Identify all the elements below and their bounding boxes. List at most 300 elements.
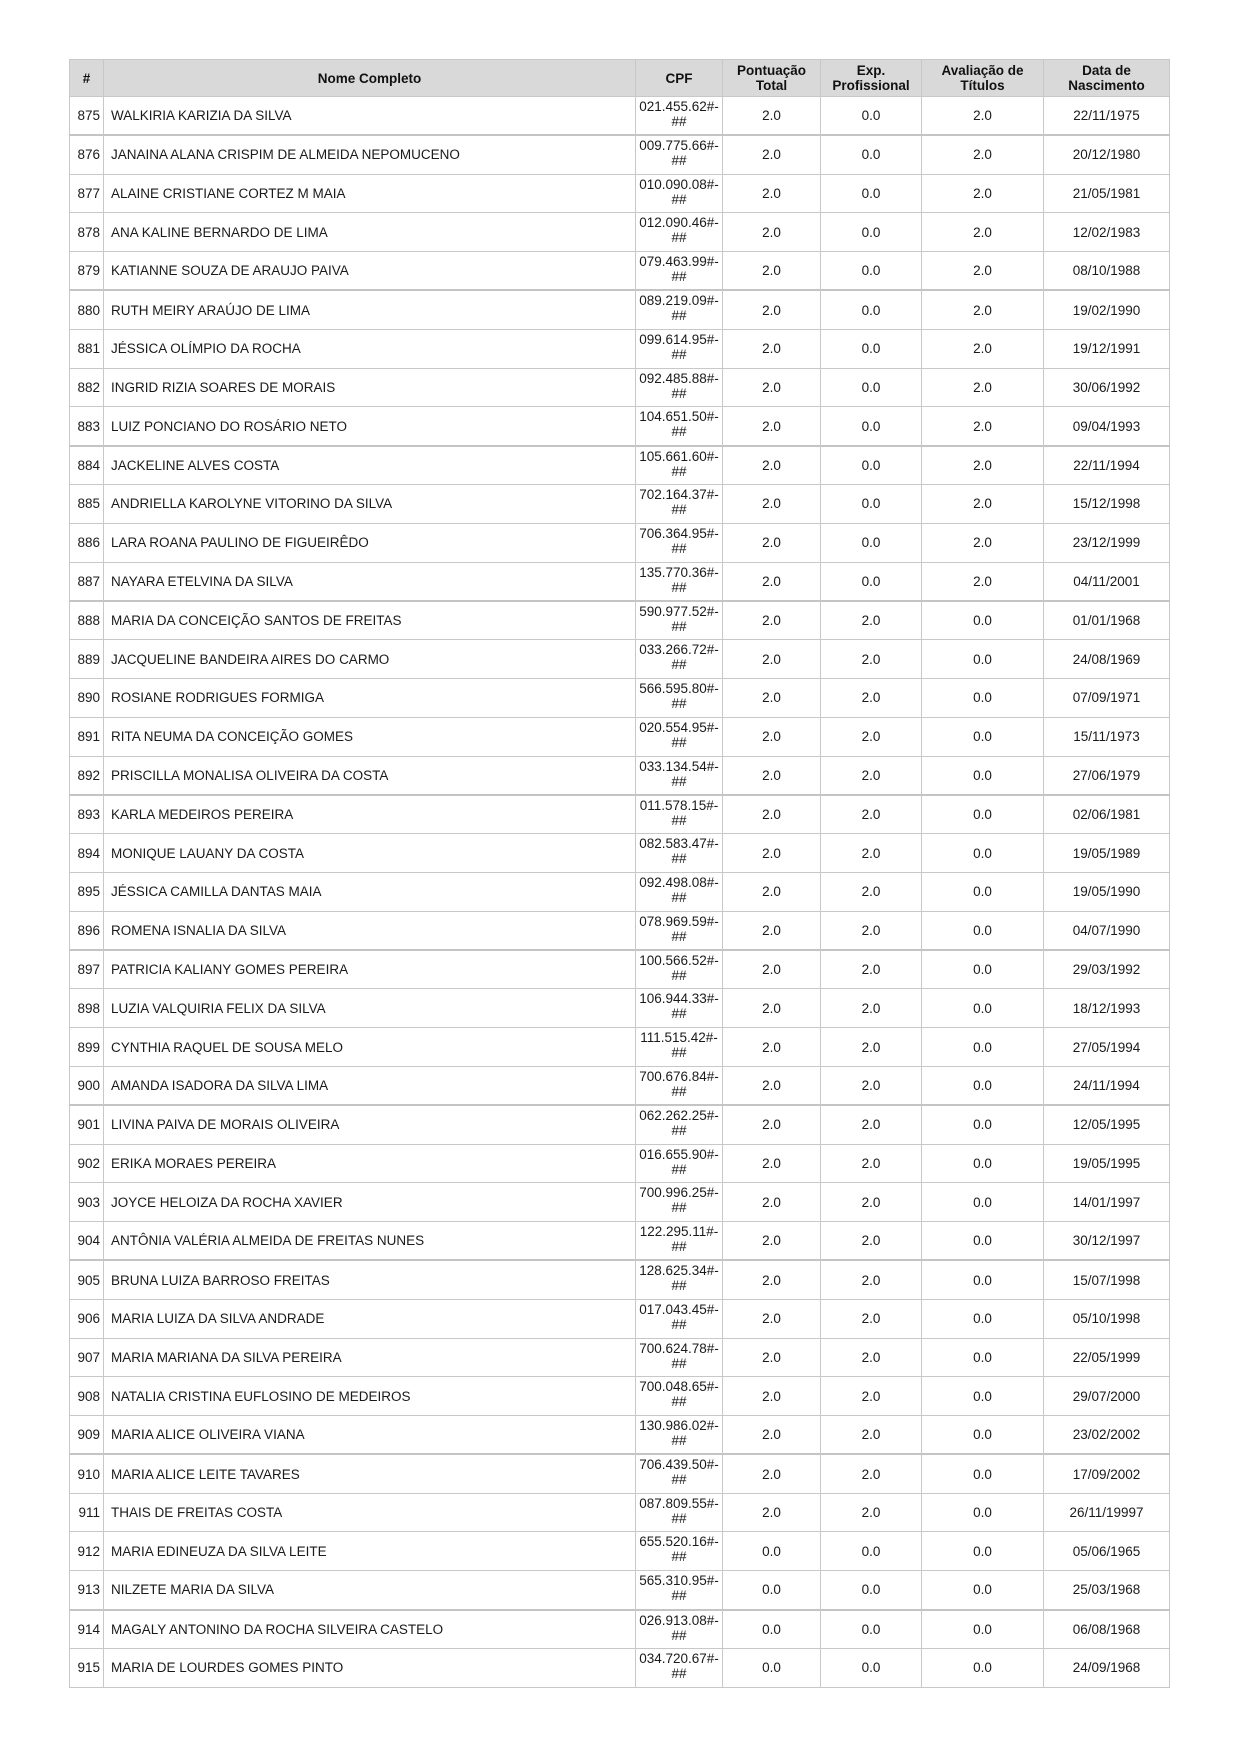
experience-score: 2.0	[821, 1299, 922, 1338]
results-table	[69, 59, 1170, 1688]
table-row	[70, 717, 1170, 756]
candidate-name: JANAINA ALANA CRISPIM DE ALMEIDA NEPOMUCENO	[104, 135, 636, 174]
experience-score: 2.0	[821, 834, 922, 873]
cpf-value: 700.676.84#-	[639, 1068, 719, 1084]
titles-score: 0.0	[922, 1532, 1044, 1571]
titles-score: 2.0	[922, 446, 1044, 485]
titles-score: 2.0	[922, 213, 1044, 252]
experience-score: 0.0	[821, 135, 922, 174]
cpf-value: 128.625.34#-	[639, 1263, 719, 1279]
birth-date: 15/07/1998	[1044, 1260, 1170, 1299]
table-row	[70, 1028, 1170, 1067]
birth-date: 15/12/1998	[1044, 484, 1170, 523]
experience-score: 2.0	[821, 989, 922, 1028]
candidate-name: ERIKA MORAES PEREIRA	[104, 1144, 636, 1183]
titles-score: 0.0	[922, 834, 1044, 873]
cpf-mask: ##	[671, 230, 687, 246]
cpf-value: 566.595.80#-	[639, 680, 719, 696]
candidate-name: KATIANNE SOUZA DE ARAUJO PAIVA	[104, 252, 636, 291]
experience-score: 0.0	[821, 1648, 922, 1687]
total-score: 2.0	[723, 1183, 821, 1222]
total-score: 2.0	[723, 1493, 821, 1532]
cpf-mask: ##	[671, 1316, 687, 1332]
cpf-mask: ##	[671, 1006, 687, 1022]
header-total-score-line1: Pontuação	[736, 63, 806, 78]
total-score: 2.0	[723, 1105, 821, 1144]
experience-score: 2.0	[821, 1493, 922, 1532]
experience-score: 2.0	[821, 1260, 922, 1299]
row-number: 911	[70, 1493, 104, 1532]
row-number: 905	[70, 1260, 104, 1299]
experience-score: 0.0	[821, 484, 922, 523]
experience-score: 0.0	[821, 97, 922, 136]
total-score: 2.0	[723, 1144, 821, 1183]
experience-score: 2.0	[821, 911, 922, 950]
cpf-value: 706.364.95#-	[639, 525, 719, 541]
cpf-cell	[636, 1648, 723, 1687]
cpf-value: 011.578.15#-	[639, 797, 719, 813]
total-score: 2.0	[723, 484, 821, 523]
titles-score: 0.0	[922, 1493, 1044, 1532]
header-birth-date	[1044, 60, 1170, 97]
titles-score: 0.0	[922, 911, 1044, 950]
birth-date: 05/06/1965	[1044, 1532, 1170, 1571]
cpf-mask: ##	[671, 1239, 687, 1255]
row-number: 875	[70, 97, 104, 136]
experience-score: 0.0	[821, 174, 922, 213]
birth-date: 30/06/1992	[1044, 368, 1170, 407]
candidate-name: JOYCE HELOIZA DA ROCHA XAVIER	[104, 1183, 636, 1222]
total-score: 0.0	[723, 1571, 821, 1610]
row-number: 904	[70, 1222, 104, 1261]
cpf-value: 099.614.95#-	[639, 331, 719, 347]
cpf-value: 012.090.46#-	[639, 215, 719, 231]
titles-score: 0.0	[922, 1066, 1044, 1105]
header-total-score-line2: Total	[755, 78, 788, 93]
row-number: 881	[70, 329, 104, 368]
candidate-name: ANTÔNIA VALÉRIA ALMEIDA DE FREITAS NUNES	[104, 1222, 636, 1261]
cpf-mask: ##	[671, 928, 687, 944]
cpf-cell	[636, 329, 723, 368]
cpf-value: 026.913.08#-	[639, 1612, 719, 1628]
candidate-name: ALAINE CRISTIANE CORTEZ M MAIA	[104, 174, 636, 213]
total-score: 2.0	[723, 1028, 821, 1067]
cpf-mask: ##	[671, 1045, 687, 1061]
table-row	[70, 1183, 1170, 1222]
total-score: 2.0	[723, 1416, 821, 1455]
row-number: 891	[70, 717, 104, 756]
cpf-value: 062.262.25#-	[639, 1108, 719, 1124]
titles-score: 2.0	[922, 97, 1044, 136]
table-row	[70, 1144, 1170, 1183]
experience-score: 2.0	[821, 1338, 922, 1377]
candidate-name: JÉSSICA CAMILLA DANTAS MAIA	[104, 872, 636, 911]
cpf-mask: ##	[671, 773, 687, 789]
birth-date: 24/09/1968	[1044, 1648, 1170, 1687]
candidate-name: ANDRIELLA KAROLYNE VITORINO DA SILVA	[104, 484, 636, 523]
total-score: 2.0	[723, 252, 821, 291]
titles-score: 0.0	[922, 872, 1044, 911]
header-total-score	[723, 60, 821, 97]
row-number: 885	[70, 484, 104, 523]
cpf-cell	[636, 756, 723, 795]
cpf-value: 089.219.09#-	[639, 293, 719, 309]
total-score: 2.0	[723, 1377, 821, 1416]
cpf-value: 016.655.90#-	[639, 1146, 719, 1162]
cpf-cell	[636, 872, 723, 911]
titles-score: 2.0	[922, 368, 1044, 407]
header-date-line1: Data de	[1082, 63, 1131, 78]
cpf-cell	[636, 213, 723, 252]
cpf-value: 655.520.16#-	[639, 1534, 719, 1550]
cpf-cell	[636, 717, 723, 756]
total-score: 2.0	[723, 640, 821, 679]
total-score: 2.0	[723, 523, 821, 562]
experience-score: 2.0	[821, 756, 922, 795]
table-row	[70, 1260, 1170, 1299]
row-number: 879	[70, 252, 104, 291]
cpf-value: 565.310.95#-	[639, 1573, 719, 1589]
experience-score: 2.0	[821, 1144, 922, 1183]
cpf-value: 135.770.36#-	[639, 564, 719, 580]
document-page	[69, 59, 1169, 1688]
cpf-mask: ##	[671, 1200, 687, 1216]
total-score: 0.0	[723, 1610, 821, 1649]
table-row	[70, 872, 1170, 911]
cpf-value: 021.455.62#-	[639, 99, 719, 114]
table-row	[70, 1338, 1170, 1377]
experience-score: 2.0	[821, 1377, 922, 1416]
cpf-cell	[636, 174, 723, 213]
experience-score: 0.0	[821, 252, 922, 291]
table-row	[70, 523, 1170, 562]
cpf-mask: ##	[671, 812, 687, 828]
table-row	[70, 950, 1170, 989]
cpf-mask: ##	[671, 1472, 687, 1488]
cpf-cell	[636, 911, 723, 950]
titles-score: 0.0	[922, 1105, 1044, 1144]
total-score: 2.0	[723, 290, 821, 329]
row-number: 880	[70, 290, 104, 329]
total-score: 2.0	[723, 1299, 821, 1338]
experience-score: 2.0	[821, 1183, 922, 1222]
cpf-mask: ##	[671, 346, 687, 362]
experience-score: 2.0	[821, 717, 922, 756]
titles-score: 0.0	[922, 1338, 1044, 1377]
birth-date: 14/01/1997	[1044, 1183, 1170, 1222]
row-number: 883	[70, 407, 104, 446]
experience-score: 2.0	[821, 950, 922, 989]
cpf-value: 092.498.08#-	[639, 874, 719, 890]
experience-score: 0.0	[821, 562, 922, 601]
total-score: 2.0	[723, 678, 821, 717]
birth-date: 24/08/1969	[1044, 640, 1170, 679]
cpf-value: 105.661.60#-	[639, 448, 719, 464]
table-row	[70, 834, 1170, 873]
titles-score: 2.0	[922, 135, 1044, 174]
candidate-name: MAGALY ANTONINO DA ROCHA SILVEIRA CASTELO	[104, 1610, 636, 1649]
table-row	[70, 1377, 1170, 1416]
total-score: 2.0	[723, 1066, 821, 1105]
header-number: #	[70, 60, 104, 97]
cpf-value: 106.944.33#-	[639, 991, 719, 1007]
experience-score: 0.0	[821, 523, 922, 562]
titles-score: 0.0	[922, 1610, 1044, 1649]
birth-date: 27/06/1979	[1044, 756, 1170, 795]
table-row	[70, 1222, 1170, 1261]
birth-date: 29/03/1992	[1044, 950, 1170, 989]
total-score: 2.0	[723, 601, 821, 640]
cpf-cell	[636, 1493, 723, 1532]
candidate-name: WALKIRIA KARIZIA DA SILVA	[104, 97, 636, 136]
row-number: 910	[70, 1454, 104, 1493]
row-number: 876	[70, 135, 104, 174]
cpf-mask: ##	[671, 1510, 687, 1526]
total-score: 2.0	[723, 756, 821, 795]
header-titulos-line2: Títulos	[960, 78, 1005, 93]
cpf-mask: ##	[671, 968, 687, 984]
titles-score: 0.0	[922, 756, 1044, 795]
cpf-mask: ##	[671, 1549, 687, 1565]
total-score: 2.0	[723, 562, 821, 601]
candidate-name: JACKELINE ALVES COSTA	[104, 446, 636, 485]
cpf-value: 020.554.95#-	[639, 719, 719, 735]
row-number: 893	[70, 795, 104, 834]
cpf-cell	[636, 290, 723, 329]
birth-date: 08/10/1988	[1044, 252, 1170, 291]
cpf-mask: ##	[671, 1123, 687, 1139]
candidate-name: INGRID RIZIA SOARES DE MORAIS	[104, 368, 636, 407]
candidate-name: MARIA MARIANA DA SILVA PEREIRA	[104, 1338, 636, 1377]
titles-score: 0.0	[922, 950, 1044, 989]
total-score: 2.0	[723, 1222, 821, 1261]
row-number: 901	[70, 1105, 104, 1144]
cpf-value: 078.969.59#-	[639, 913, 719, 929]
birth-date: 05/10/1998	[1044, 1299, 1170, 1338]
cpf-cell	[636, 1105, 723, 1144]
cpf-value: 010.090.08#-	[639, 176, 719, 192]
cpf-value: 092.485.88#-	[639, 370, 719, 386]
birth-date: 04/07/1990	[1044, 911, 1170, 950]
experience-score: 2.0	[821, 1028, 922, 1067]
row-number: 892	[70, 756, 104, 795]
candidate-name: NILZETE MARIA DA SILVA	[104, 1571, 636, 1610]
cpf-value: 700.048.65#-	[639, 1379, 719, 1395]
total-score: 2.0	[723, 717, 821, 756]
row-number: 913	[70, 1571, 104, 1610]
cpf-value: 130.986.02#-	[639, 1418, 719, 1434]
total-score: 2.0	[723, 911, 821, 950]
titles-score: 0.0	[922, 1416, 1044, 1455]
experience-score: 0.0	[821, 1610, 922, 1649]
titles-score: 0.0	[922, 1144, 1044, 1183]
experience-score: 0.0	[821, 407, 922, 446]
cpf-value: 700.624.78#-	[639, 1340, 719, 1356]
table-row	[70, 1610, 1170, 1649]
birth-date: 22/05/1999	[1044, 1338, 1170, 1377]
candidate-name: RITA NEUMA DA CONCEIÇÃO GOMES	[104, 717, 636, 756]
table-row	[70, 795, 1170, 834]
cpf-cell	[636, 1571, 723, 1610]
row-number: 882	[70, 368, 104, 407]
titles-score: 0.0	[922, 1648, 1044, 1687]
cpf-cell	[636, 678, 723, 717]
candidate-name: MARIA DA CONCEIÇÃO SANTOS DE FREITAS	[104, 601, 636, 640]
cpf-value: 087.809.55#-	[639, 1495, 719, 1511]
cpf-mask: ##	[671, 1083, 687, 1099]
cpf-value: 700.996.25#-	[639, 1185, 719, 1201]
table-row	[70, 911, 1170, 950]
candidate-name: LUIZ PONCIANO DO ROSÁRIO NETO	[104, 407, 636, 446]
total-score: 2.0	[723, 174, 821, 213]
cpf-value: 033.134.54#-	[639, 758, 719, 774]
titles-score: 2.0	[922, 174, 1044, 213]
table-row	[70, 407, 1170, 446]
table-row	[70, 252, 1170, 291]
table-row	[70, 368, 1170, 407]
cpf-value: 100.566.52#-	[639, 953, 719, 969]
candidate-name: MARIA LUIZA DA SILVA ANDRADE	[104, 1299, 636, 1338]
table-row	[70, 97, 1170, 136]
row-number: 915	[70, 1648, 104, 1687]
cpf-mask: ##	[671, 1588, 687, 1604]
cpf-cell	[636, 368, 723, 407]
table-row	[70, 1066, 1170, 1105]
titles-score: 2.0	[922, 290, 1044, 329]
candidate-name: ANA KALINE BERNARDO DE LIMA	[104, 213, 636, 252]
table-row	[70, 213, 1170, 252]
candidate-name: NATALIA CRISTINA EUFLOSINO DE MEDEIROS	[104, 1377, 636, 1416]
candidate-name: ROSIANE RODRIGUES FORMIGA	[104, 678, 636, 717]
table-row	[70, 290, 1170, 329]
experience-score: 2.0	[821, 1105, 922, 1144]
row-number: 898	[70, 989, 104, 1028]
titles-score: 0.0	[922, 601, 1044, 640]
total-score: 2.0	[723, 1260, 821, 1299]
cpf-mask: ##	[671, 191, 687, 207]
header-row	[70, 60, 1170, 97]
cpf-mask: ##	[671, 385, 687, 401]
total-score: 2.0	[723, 950, 821, 989]
cpf-cell	[636, 1222, 723, 1261]
candidate-name: AMANDA ISADORA DA SILVA LIMA	[104, 1066, 636, 1105]
row-number: 912	[70, 1532, 104, 1571]
birth-date: 17/09/2002	[1044, 1454, 1170, 1493]
candidate-name: THAIS DE FREITAS COSTA	[104, 1493, 636, 1532]
cpf-cell	[636, 1532, 723, 1571]
cpf-cell	[636, 640, 723, 679]
total-score: 0.0	[723, 1532, 821, 1571]
titles-score: 0.0	[922, 1222, 1044, 1261]
cpf-mask: ##	[671, 657, 687, 673]
experience-score: 0.0	[821, 290, 922, 329]
row-number: 888	[70, 601, 104, 640]
titles-score: 2.0	[922, 523, 1044, 562]
cpf-mask: ##	[671, 889, 687, 905]
cpf-value: 034.720.67#-	[639, 1650, 719, 1666]
cpf-mask: ##	[671, 114, 687, 129]
table-row	[70, 174, 1170, 213]
row-number: 907	[70, 1338, 104, 1377]
cpf-mask: ##	[671, 1161, 687, 1177]
total-score: 2.0	[723, 872, 821, 911]
experience-score: 2.0	[821, 1066, 922, 1105]
experience-score: 0.0	[821, 1532, 922, 1571]
row-number: 896	[70, 911, 104, 950]
table-row	[70, 756, 1170, 795]
table-row	[70, 1493, 1170, 1532]
cpf-cell	[636, 834, 723, 873]
cpf-cell	[636, 989, 723, 1028]
experience-score: 0.0	[821, 213, 922, 252]
birth-date: 12/05/1995	[1044, 1105, 1170, 1144]
titles-score: 2.0	[922, 252, 1044, 291]
total-score: 2.0	[723, 1338, 821, 1377]
header-full-name: Nome Completo	[104, 60, 636, 97]
cpf-mask: ##	[671, 851, 687, 867]
titles-score: 2.0	[922, 484, 1044, 523]
cpf-cell	[636, 1416, 723, 1455]
cpf-cell	[636, 795, 723, 834]
cpf-cell	[636, 97, 723, 136]
experience-score: 0.0	[821, 1571, 922, 1610]
cpf-cell	[636, 950, 723, 989]
cpf-mask: ##	[671, 1665, 687, 1681]
table-row	[70, 135, 1170, 174]
titles-score: 0.0	[922, 678, 1044, 717]
cpf-cell	[636, 1377, 723, 1416]
birth-date: 07/09/1971	[1044, 678, 1170, 717]
experience-score: 2.0	[821, 795, 922, 834]
total-score: 2.0	[723, 97, 821, 136]
table-body	[70, 97, 1170, 1688]
total-score: 2.0	[723, 989, 821, 1028]
birth-date: 22/11/1994	[1044, 446, 1170, 485]
total-score: 2.0	[723, 446, 821, 485]
cpf-value: 079.463.99#-	[639, 254, 719, 270]
candidate-name: KARLA MEDEIROS PEREIRA	[104, 795, 636, 834]
titles-score: 0.0	[922, 1260, 1044, 1299]
candidate-name: JACQUELINE BANDEIRA AIRES DO CARMO	[104, 640, 636, 679]
experience-score: 2.0	[821, 1222, 922, 1261]
cpf-value: 702.164.37#-	[639, 486, 719, 502]
candidate-name: JÉSSICA OLÍMPIO DA ROCHA	[104, 329, 636, 368]
cpf-value: 122.295.11#-	[639, 1224, 719, 1240]
table-header	[70, 60, 1170, 97]
cpf-mask: ##	[671, 734, 687, 750]
row-number: 906	[70, 1299, 104, 1338]
candidate-name: MARIA ALICE OLIVEIRA VIANA	[104, 1416, 636, 1455]
candidate-name: MARIA ALICE LEITE TAVARES	[104, 1454, 636, 1493]
candidate-name: BRUNA LUIZA BARROSO FREITAS	[104, 1260, 636, 1299]
cpf-cell	[636, 523, 723, 562]
cpf-cell	[636, 135, 723, 174]
cpf-cell	[636, 1144, 723, 1183]
titles-score: 0.0	[922, 1377, 1044, 1416]
cpf-mask: ##	[671, 1627, 687, 1643]
titles-score: 0.0	[922, 717, 1044, 756]
table-row	[70, 1454, 1170, 1493]
header-exp-line1: Exp.	[856, 63, 886, 78]
cpf-mask: ##	[671, 463, 687, 479]
row-number: 900	[70, 1066, 104, 1105]
total-score: 0.0	[723, 1648, 821, 1687]
total-score: 2.0	[723, 329, 821, 368]
row-number: 884	[70, 446, 104, 485]
candidate-name: LARA ROANA PAULINO DE FIGUEIRÊDO	[104, 523, 636, 562]
table-row	[70, 1648, 1170, 1687]
cpf-mask: ##	[671, 1433, 687, 1449]
